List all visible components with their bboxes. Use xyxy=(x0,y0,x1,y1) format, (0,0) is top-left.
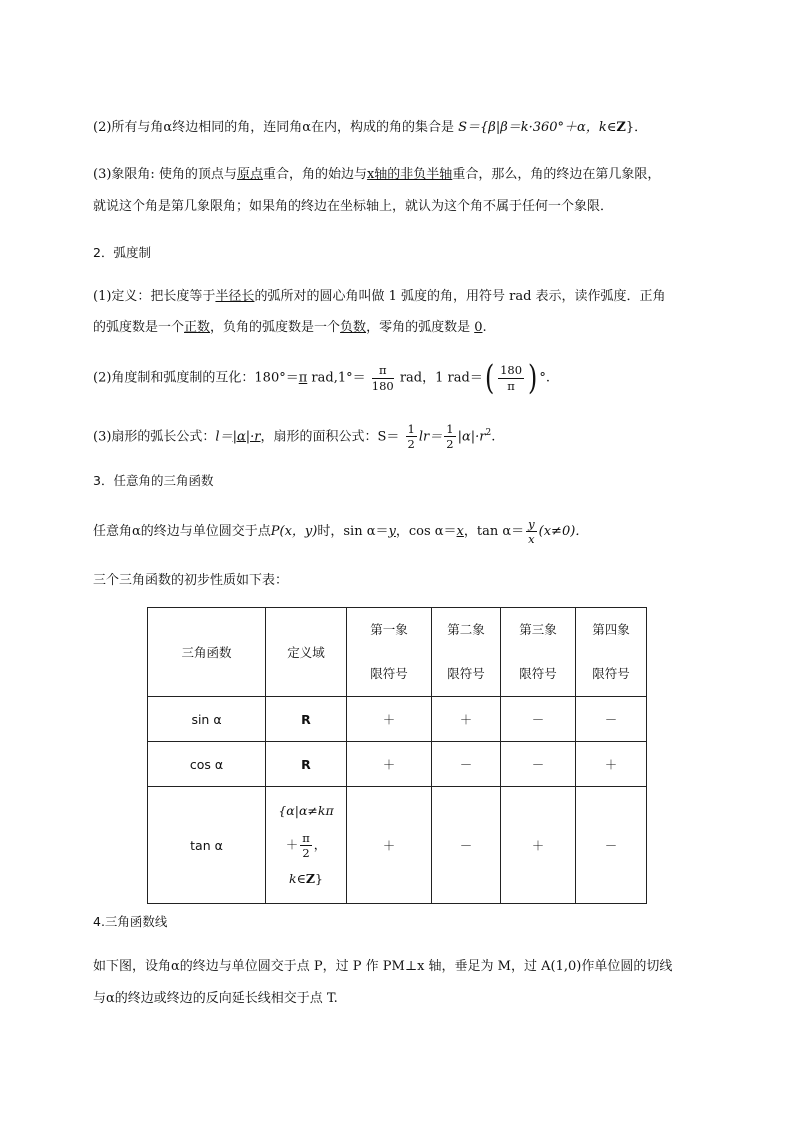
fraction-180-over-pi: $\frac{180}{\pi}$ xyxy=(500,363,523,393)
fraction-pi-over-2: $\frac{\pi}{2}$ xyxy=(302,830,310,860)
table-row xyxy=(148,787,647,904)
row-cos-q3: － xyxy=(501,742,576,787)
radian-def-line1: (1)定义：把长度等于半径长的弧所对的圆心角叫做 1 弧度的角，用符号 rad 表示，读作弧度．正角 xyxy=(93,289,666,304)
row-cos-q2: － xyxy=(432,742,501,787)
row-sin-q2: ＋ xyxy=(432,697,501,742)
section-heading-trig-lines: 4.三角函数线 xyxy=(93,914,168,929)
row-tan-q1: ＋ xyxy=(347,787,432,904)
row-tan-domain: {α|α≠kπ ＋ $\frac{\pi}{2}$ ， k∈Z} xyxy=(266,787,347,904)
header-domain: 定义域 xyxy=(266,608,347,697)
header-function: 三角函数 xyxy=(148,608,266,697)
fraction-y-over-x: $\frac{y}{x}$ xyxy=(528,516,535,546)
quadrant-angle-def-line2: 就说这个角是第几象限角；如果角的终边在坐标轴上，就认为这个角不属于任何一个象限． xyxy=(93,199,614,214)
section-heading-trig-functions: 3．任意角的三角函数 xyxy=(93,473,214,488)
angle-set-statement: (2)所有与角α终边相同的角，连同角α在内，构成的角的集合是 S＝{β|β＝k·360°＋α，k∈Z}． xyxy=(93,120,648,135)
row-tan-function: tan α xyxy=(148,787,266,904)
row-cos-q1: ＋ xyxy=(347,742,432,787)
quadrant-angle-def-line1: (3)象限角: 使角的顶点与原点重合，角的始边与x轴的非负半轴重合，那么，角的终边在第几象限， xyxy=(93,167,661,182)
sector-formulas: (3)扇形的弧长公式：l＝|α|·r，扇形的面积公式：S＝ $\frac{1}{2}$ lr＝ $\frac{1}{2}$ $|\alpha|\cdot r^2$. xyxy=(93,422,496,452)
fraction-pi-over-180: $\frac{\pi}{180}$ xyxy=(371,363,394,393)
trig-definition: 任意角α的终边与单位圆交于点P(x，y)时，sin α＝y，cos α＝x，tan α＝ $\frac{y}{x}$ (x≠0)． xyxy=(93,516,589,546)
row-sin-q1: ＋ xyxy=(347,697,432,742)
section-heading-radian: 2．弧度制 xyxy=(93,245,151,260)
fraction-one-half: $\frac{1}{2}$ xyxy=(407,422,415,452)
table-row xyxy=(148,742,647,787)
trig-lines-text-line1: 如下图，设角α的终边与单位圆交于点 P，过 P 作 PM⊥x 轴，垂足为 M，过 A(1,0)作单位圆的切线 xyxy=(93,959,673,974)
trig-lines-text-line2: 与α的终边或终边的反向延长线相交于点 T. xyxy=(93,991,338,1006)
header-q1: 第一象 限符号 xyxy=(347,608,432,697)
row-cos-function: cos α xyxy=(148,742,266,787)
table-header-row xyxy=(148,608,647,697)
row-tan-q3: ＋ xyxy=(501,787,576,904)
row-tan-q2: － xyxy=(432,787,501,904)
row-cos-q4: ＋ xyxy=(576,742,647,787)
row-tan-q4: － xyxy=(576,787,647,904)
table-row xyxy=(148,697,647,742)
header-q4: 第四象 限符号 xyxy=(576,608,647,697)
header-q2: 第二象 限符号 xyxy=(432,608,501,697)
header-q3: 第三象 限符号 xyxy=(501,608,576,697)
row-cos-domain: R xyxy=(266,742,347,787)
trig-sign-table xyxy=(147,607,647,904)
fraction-one-half-2: $\frac{1}{2}$ xyxy=(446,422,454,452)
row-sin-function: sin α xyxy=(148,697,266,742)
row-sin-q3: － xyxy=(501,697,576,742)
row-sin-q4: － xyxy=(576,697,647,742)
row-sin-domain: R xyxy=(266,697,347,742)
radian-def-line2: 的弧度数是一个正数，负角的弧度数是一个负数，零角的弧度数是 0. xyxy=(93,320,487,335)
table-intro: 三个三角函数的初步性质如下表： xyxy=(93,573,289,588)
angle-radian-conversion: (2)角度制和弧度制的互化：180°＝π rad,1°＝ $\frac{\pi}{180}$ rad，1 rad＝( $\frac{180}{\pi}$ ) °. xyxy=(93,358,550,398)
